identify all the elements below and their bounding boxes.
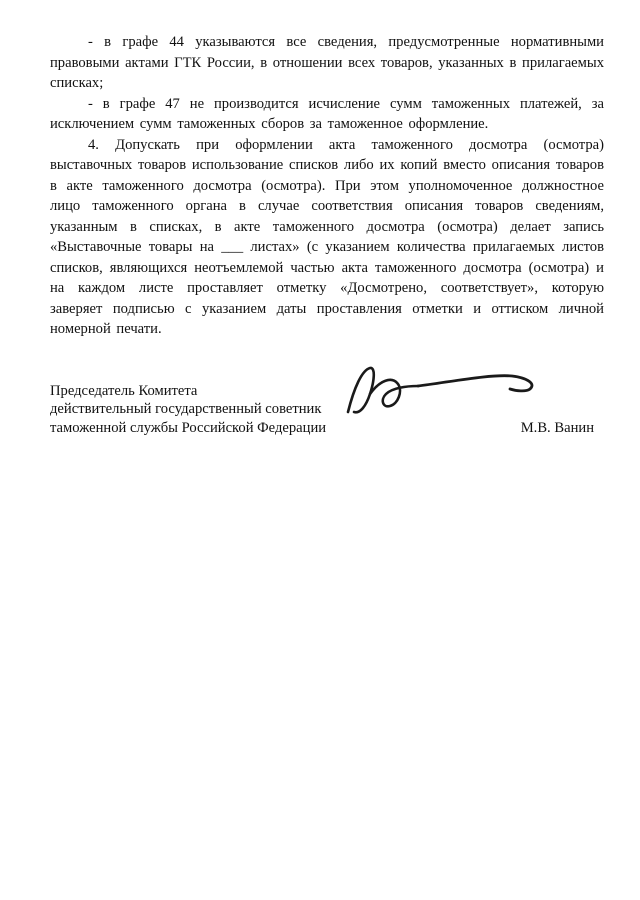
paragraph-clause-4: 4. Допускать при оформлении акта таможенного досмотра (осмотра) выставочных товаров использование списков либо их копий вместо описания товаров в акте таможенного досмотра (осмотра). При этом уполномоченное должностное лицо таможенного органа в случае соответствия описания товаров сведениям, указанным в списках, в акте таможенного досмотра (осмотра) делает запись «Выставочные товары на ___ листах» (с указанием количества прилагаемых листов списков, являющихся неотъемлемой частью акта таможенного досмотра (осмотра) и на каждом листе проставляет отметку «Досмотрено, соответствует», которую заверяет подписью с указанием даты проставления отметки и оттиском личной номерной печати. xyxy=(50,136,604,337)
signer-name: М.В. Ванин xyxy=(520,420,594,436)
document-body xyxy=(50,32,604,340)
signer-title-line-3: таможенной службы Российской Федерации xyxy=(50,419,327,436)
paragraph-graph-44: - в графе 44 указываются все сведения, предусмотренные нормативными правовыми актами ГТК России, в отношении всех товаров, указанных в прилагаемых списках; xyxy=(50,34,604,91)
signer-titles xyxy=(50,382,380,438)
signature-block xyxy=(50,382,604,438)
signer-title-line-2: действительный государственный советник xyxy=(50,401,322,417)
paragraph-graph-47: - в графе 47 не производится исчисление сумм таможенных платежей, за исключением сумм таможенных сборов за таможенное оформление. xyxy=(50,95,604,132)
signer-title-line-1: Председатель Комитета xyxy=(50,382,198,399)
